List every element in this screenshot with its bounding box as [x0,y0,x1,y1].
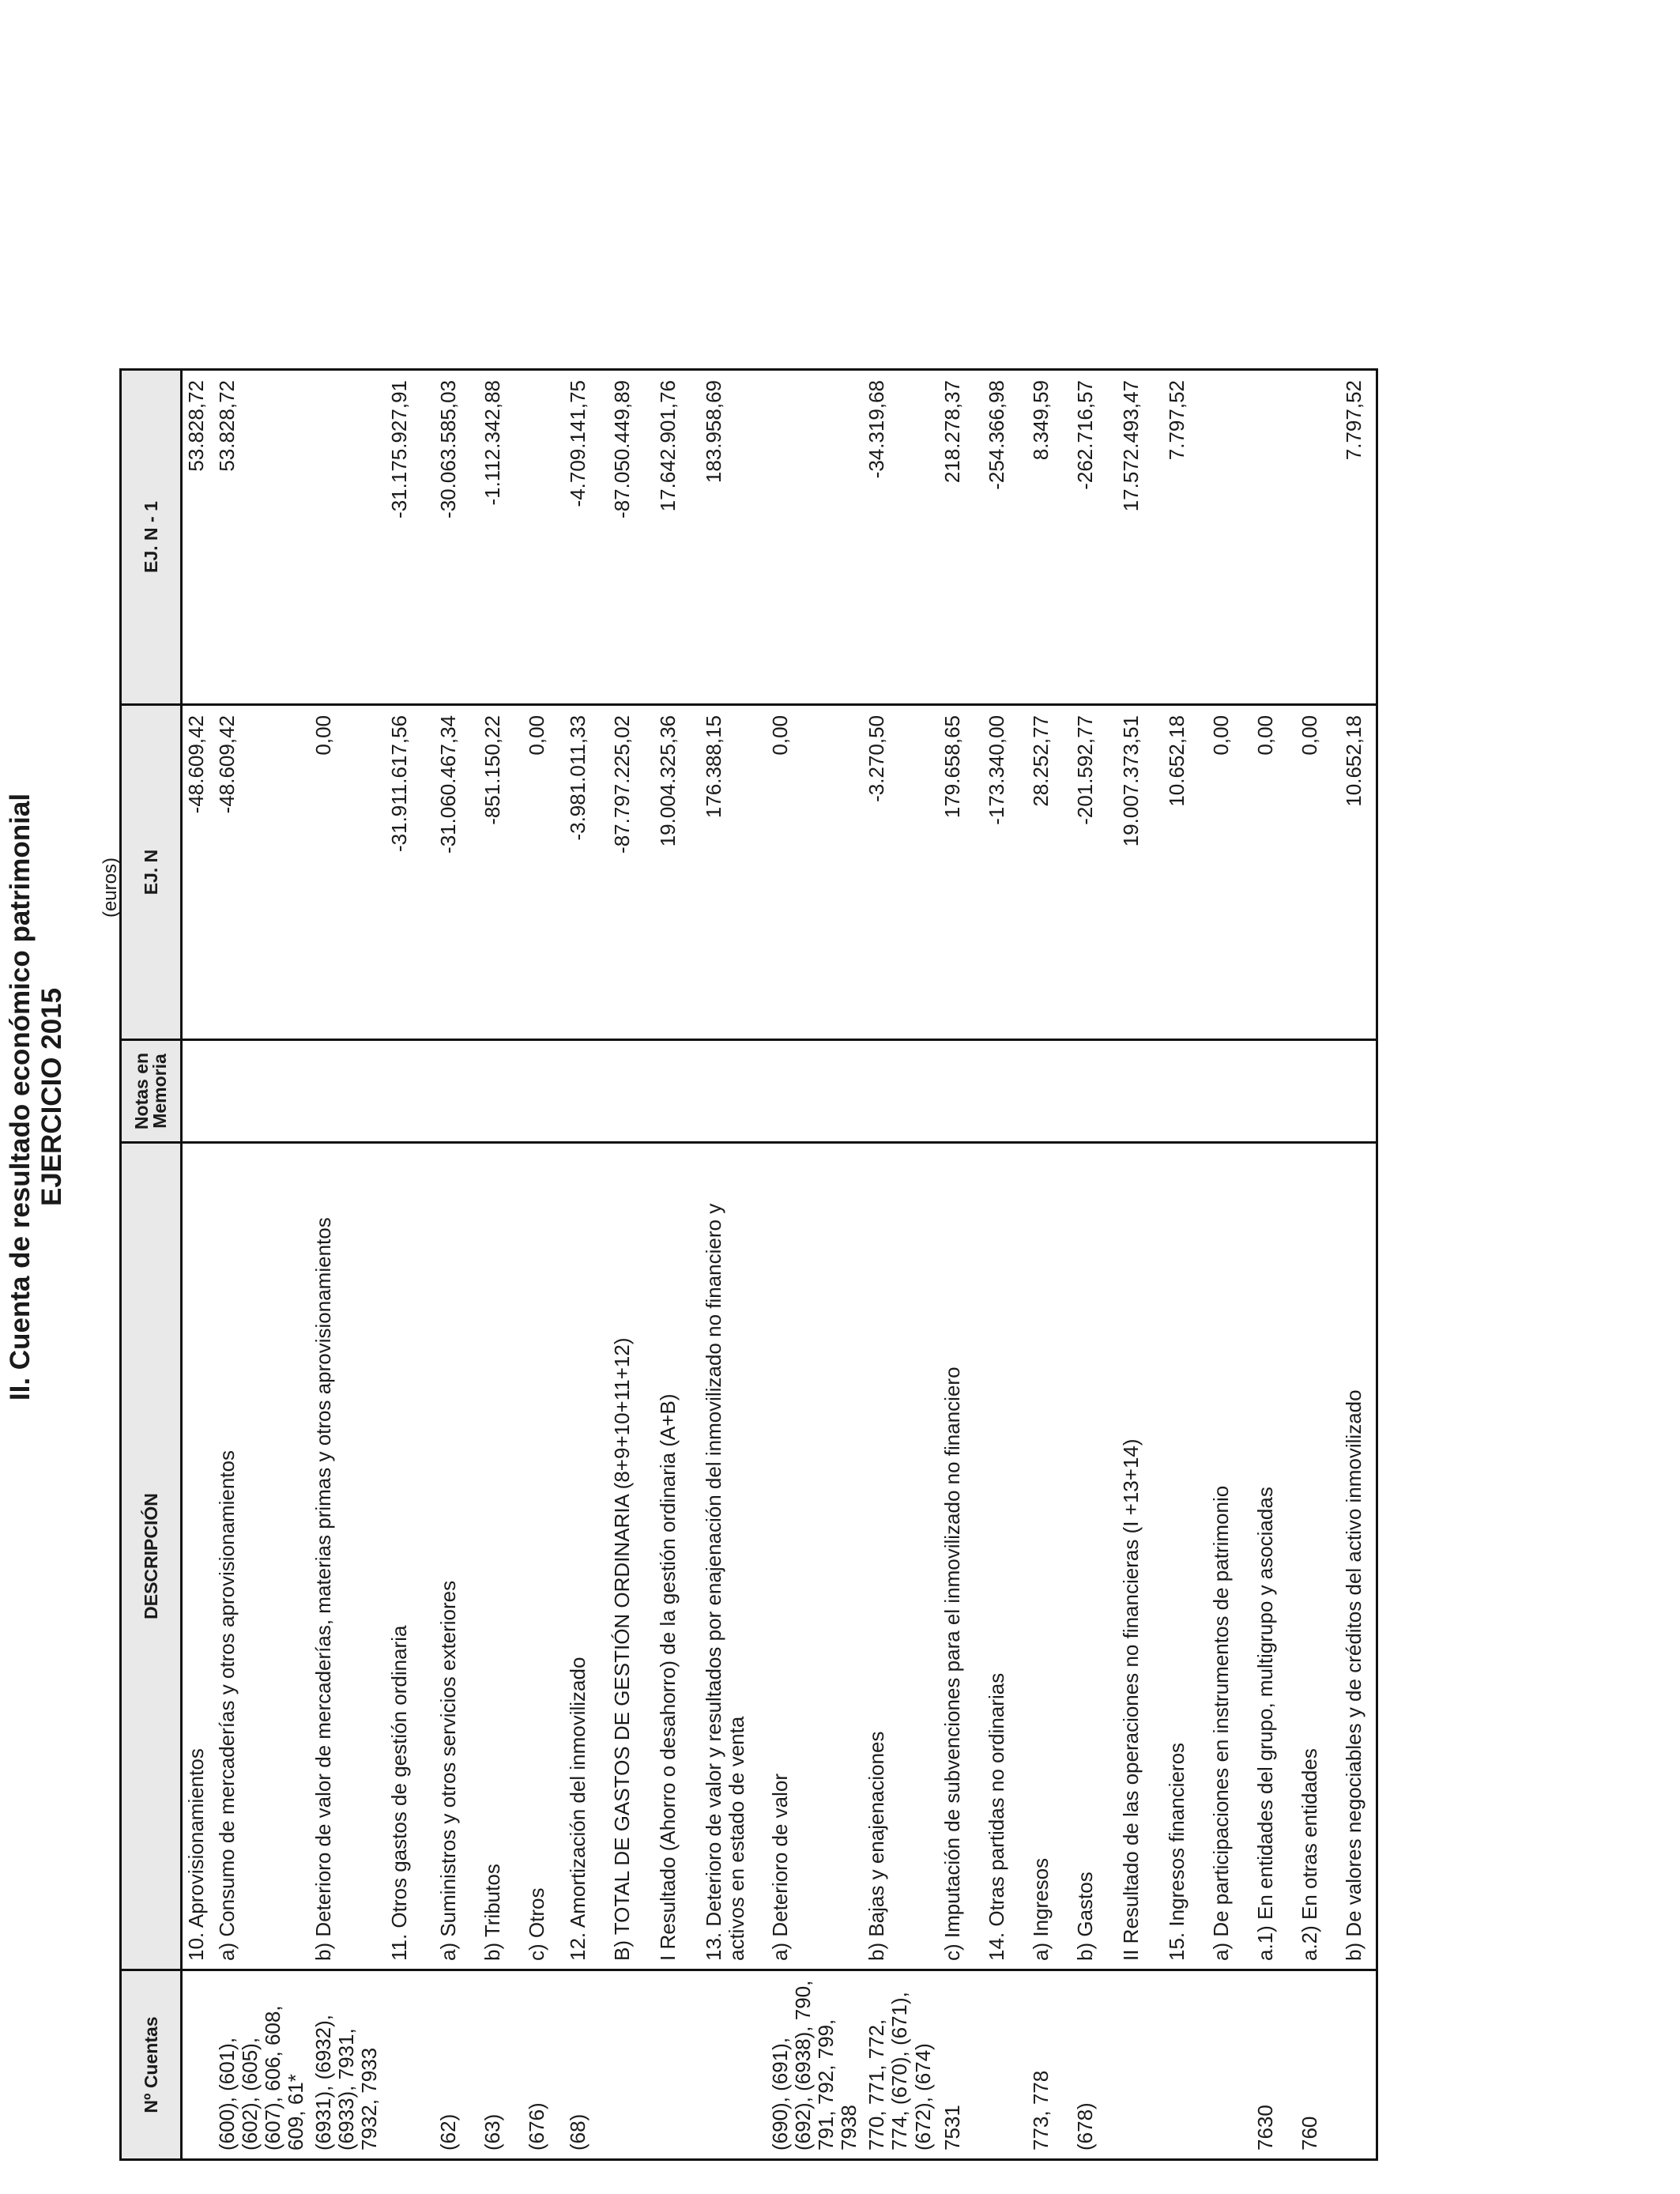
cell-cuentas: 770, 771, 772, 774, (670), (671), (672), (674) [863,1970,939,2160]
cell-ejn: 0,00 [1296,705,1340,1040]
cell-ejn: 0,00 [1252,705,1296,1040]
cell-cuentas [1207,1970,1252,2160]
cell-descripcion: 15. Ingresos financieros [1163,1143,1207,1970]
cell-ejn: -31.911.617,56 [386,705,435,1040]
table-row [700,370,767,2160]
cell-descripcion: 10. Aprovisionamientos [182,1143,213,1970]
cell-notas [1117,1040,1163,1143]
cell-ejn: 0,00 [767,705,863,1040]
cell-descripcion: b) Tributos [479,1143,523,1970]
cell-cuentas: (6931), (6932), (6933), 7931, 7932, 7933 [310,1970,386,2160]
header-ejn1: EJ. N - 1 [121,370,182,705]
cell-notas [608,1040,654,1143]
cell-ejn: 10.652,18 [1340,705,1377,1040]
cell-cuentas: (690), (691), (692), (6938), 790, 791, 792, 799, 7938 [767,1970,863,2160]
cell-cuentas: 760 [1296,1970,1340,2160]
cell-descripcion: b) Deterioro de valor de mercaderías, materias primas y otros aprovisionamientos [310,1143,386,1970]
cell-ejn1: -4.709.141,75 [564,370,608,705]
cell-notas [983,1040,1027,1143]
cell-cuentas: (600), (601), (602), (605), (607), 606, 608, 609, 61* [213,1970,310,2160]
table-row [939,370,983,2160]
cell-descripcion: a) Suministros y otros servicios exteriores [435,1143,479,1970]
cell-ejn1: 8.349,59 [1027,370,1072,705]
table-row [213,370,310,2160]
cell-notas [1296,1040,1340,1143]
cell-ejn1: 53.828,72 [182,370,213,705]
cell-ejn1: 218.278,37 [939,370,983,705]
cell-ejn: 179.658,65 [939,705,983,1040]
cell-cuentas [700,1970,767,2160]
cell-descripcion: 12. Amortización del inmovilizado [564,1143,608,1970]
cell-notas [564,1040,608,1143]
cell-ejn1: -30.063.585,03 [435,370,479,705]
cell-ejn: 19.004.325,36 [654,705,700,1040]
header-descripcion: DESCRIPCIÓN [121,1143,182,1970]
cell-ejn: -87.797.225,02 [608,705,654,1040]
cell-notas [213,1040,310,1143]
cell-ejn: 0,00 [523,705,564,1040]
cell-notas [523,1040,564,1143]
cell-cuentas [182,1970,213,2160]
cell-ejn1: -87.050.449,89 [608,370,654,705]
cell-descripcion: a) Ingresos [1027,1143,1072,1970]
cell-descripcion: 14. Otras partidas no ordinarias [983,1143,1027,1970]
table-row [1117,370,1163,2160]
cell-ejn: 176.388,15 [700,705,767,1040]
table-row [1207,370,1252,2160]
cell-cuentas: (678) [1072,1970,1117,2160]
cell-notas [863,1040,939,1143]
table-row [863,370,939,2160]
cell-descripcion: II Resultado de las operaciones no financieras (I +13+14) [1117,1143,1163,1970]
cell-ejn1 [1296,370,1340,705]
table-row [310,370,386,2160]
cell-descripcion: b) Gastos [1072,1143,1117,1970]
cell-notas [1207,1040,1252,1143]
cell-cuentas [608,1970,654,2160]
cell-descripcion: 13. Deterioro de valor y resultados por enajenación del inmovilizado no financiero y activos en estado de venta [700,1143,767,1970]
cell-notas [1163,1040,1207,1143]
cell-cuentas [983,1970,1027,2160]
cell-descripcion: a) De participaciones en instrumentos de patrimonio [1207,1143,1252,1970]
cell-cuentas [386,1970,435,2160]
table-header-row [121,370,182,2160]
table-row [983,370,1027,2160]
cell-notas [182,1040,213,1143]
cell-ejn1: 7.797,52 [1163,370,1207,705]
cell-ejn1: -31.175.927,91 [386,370,435,705]
document-title: II. Cuenta de resultado económico patrimonial [5,793,36,1401]
table-row [564,370,608,2160]
cell-descripcion: I Resultado (Ahorro o desahorro) de la gestión ordinaria (A+B) [654,1143,700,1970]
table-row [1296,370,1340,2160]
table-row [479,370,523,2160]
cell-cuentas: 7531 [939,1970,983,2160]
table-row [608,370,654,2160]
cell-notas [310,1040,386,1143]
header-cuentas: Nº Cuentas [121,1970,182,2160]
cell-descripcion: a) Consumo de mercaderías y otros aprovisionamientos [213,1143,310,1970]
cell-descripcion: 11. Otros gastos de gestión ordinaria [386,1143,435,1970]
table-row [182,370,213,2160]
cell-cuentas [1163,1970,1207,2160]
cell-ejn: -201.592,77 [1072,705,1117,1040]
cell-descripcion: a.1) En entidades del grupo, multigrupo y asociadas [1252,1143,1296,1970]
header-notas: Notas en Memoria [121,1040,182,1143]
cell-descripcion: a.2) En otras entidades [1296,1143,1340,1970]
table-row [523,370,564,2160]
document-subtitle: EJERCICIO 2015 [36,987,67,1207]
cell-ejn: 19.007.373,51 [1117,705,1163,1040]
cell-notas [1072,1040,1117,1143]
cell-ejn1 [523,370,564,705]
cell-cuentas: 7630 [1252,1970,1296,2160]
cell-ejn1: 53.828,72 [213,370,310,705]
table-row [654,370,700,2160]
cell-notas [386,1040,435,1143]
cell-cuentas: (676) [523,1970,564,2160]
cell-descripcion: c) Otros [523,1143,564,1970]
cell-ejn: -3.270,50 [863,705,939,1040]
cell-descripcion: B) TOTAL DE GASTOS DE GESTIÓN ORDINARIA (8+9+10+11+12) [608,1143,654,1970]
cell-ejn1 [1252,370,1296,705]
cell-ejn1 [767,370,863,705]
cell-ejn1: -1.112.342,88 [479,370,523,705]
cell-ejn1: 17.642.901,76 [654,370,700,705]
cell-notas [700,1040,767,1143]
cell-cuentas: (68) [564,1970,608,2160]
table-row [1163,370,1207,2160]
cell-ejn1: -34.319,68 [863,370,939,705]
cell-descripcion: b) Bajas y enajenaciones [863,1143,939,1970]
cell-ejn: -48.609,42 [182,705,213,1040]
cell-descripcion: c) Imputación de subvenciones para el inmovilizado no financiero [939,1143,983,1970]
table-row [435,370,479,2160]
cell-ejn1: -262.716,57 [1072,370,1117,705]
table-row [767,370,863,2160]
cell-ejn: -173.340,00 [983,705,1027,1040]
table-row [1072,370,1117,2160]
cell-notas [767,1040,863,1143]
results-table [119,368,1378,2161]
cell-ejn1: 7.797,52 [1340,370,1377,705]
cell-cuentas [1340,1970,1377,2160]
table-row [386,370,435,2160]
cell-cuentas: 773, 778 [1027,1970,1072,2160]
cell-ejn1 [1207,370,1252,705]
cell-notas [1027,1040,1072,1143]
cell-ejn1: 17.572.493,47 [1117,370,1163,705]
cell-notas [1340,1040,1377,1143]
cell-cuentas: (63) [479,1970,523,2160]
cell-ejn: 10.652,18 [1163,705,1207,1040]
cell-ejn1 [310,370,386,705]
cell-ejn: -48.609,42 [213,705,310,1040]
table-row [1340,370,1377,2160]
cell-cuentas [654,1970,700,2160]
units-label: (euros) [100,858,121,918]
cell-ejn: 0,00 [1207,705,1252,1040]
cell-cuentas: (62) [435,1970,479,2160]
cell-descripcion: b) De valores negociables y de créditos del activo inmovilizado [1340,1143,1377,1970]
cell-notas [479,1040,523,1143]
cell-ejn: -851.150,22 [479,705,523,1040]
cell-cuentas [1117,1970,1163,2160]
cell-notas [939,1040,983,1143]
cell-descripcion: a) Deterioro de valor [767,1143,863,1970]
table-body [182,370,1377,2160]
cell-ejn1: -254.366,98 [983,370,1027,705]
cell-ejn: 0,00 [310,705,386,1040]
cell-ejn: -3.981.011,33 [564,705,608,1040]
cell-notas [1252,1040,1296,1143]
table-row [1252,370,1296,2160]
cell-notas [654,1040,700,1143]
header-ejn: EJ. N [121,705,182,1040]
table-row [1027,370,1072,2160]
cell-notas [435,1040,479,1143]
cell-ejn: 28.252,77 [1027,705,1072,1040]
cell-ejn: -31.060.467,34 [435,705,479,1040]
cell-ejn1: 183.958,69 [700,370,767,705]
